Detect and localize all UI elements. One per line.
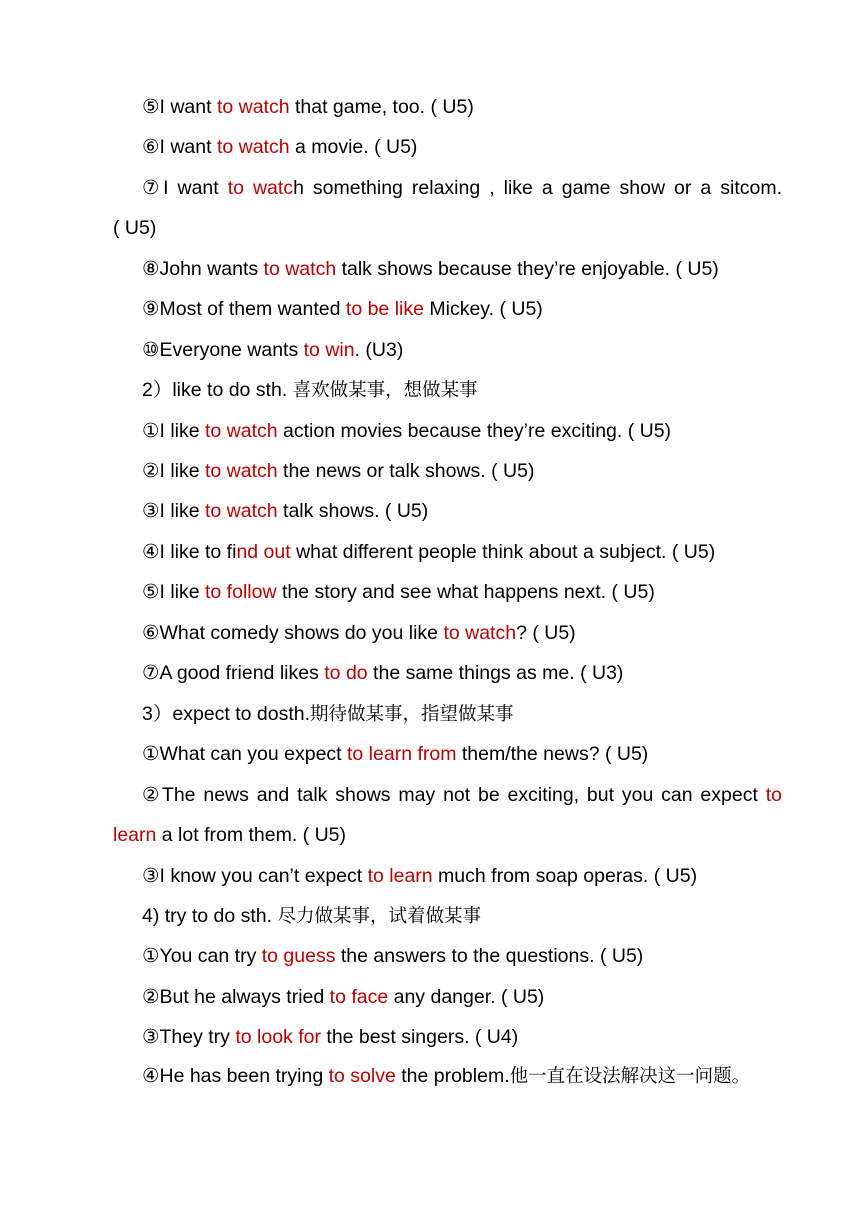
example-line (142, 499, 782, 523)
highlighted-phrase: nd out (236, 541, 291, 563)
sentence-text: ②I like (142, 460, 205, 482)
example-line (142, 540, 782, 564)
sentence-text: Mickey. ( U5) (423, 298, 543, 320)
chinese-gloss: 喜欢做某事，想做某事 (292, 380, 478, 401)
highlighted-phrase: to watch (443, 622, 517, 644)
example-line (142, 621, 782, 645)
sentence-text: ①I like (142, 420, 205, 442)
sentence-text: ⑦I want (142, 177, 228, 199)
section-heading (142, 904, 782, 929)
highlighted-phrase: to be like (345, 298, 424, 320)
highlighted-phrase: to win (303, 339, 355, 361)
example-line (142, 864, 782, 888)
highlighted-phrase: to (765, 784, 782, 806)
example-line (142, 459, 782, 483)
sentence-text: ⑤I like (142, 581, 205, 603)
highlighted-phrase: learn (113, 824, 157, 846)
sentence-text: ①You can try (142, 945, 262, 967)
highlighted-phrase: to learn (367, 865, 433, 887)
sentence-text: ④I like to fi (142, 541, 237, 563)
sentence-text: the answers to the questions. ( U5) (335, 945, 644, 967)
sentence-text: talk shows because they’re enjoyable. ( U5) (336, 258, 719, 280)
sentence-text: action movies because they’re exciting. ( U5) (277, 420, 672, 442)
example-line (142, 661, 782, 685)
example-line (142, 742, 782, 766)
sentence-text: ⑦A good friend likes (142, 662, 325, 684)
section-heading (142, 702, 782, 727)
sentence-text: 4) try to do sth. (142, 905, 278, 927)
highlighted-phrase: to face (329, 986, 389, 1008)
example-line (142, 297, 782, 321)
highlighted-phrase: to solve (328, 1065, 396, 1087)
sentence-text: ⑩Everyone wants (142, 339, 304, 361)
sentence-text: what different people think about a subject. ( U5) (290, 541, 716, 563)
sentence-text: them/the news? ( U5) (456, 743, 649, 765)
sentence-text: ②The news and talk shows may not be exciting, but you can expect (142, 784, 766, 806)
highlighted-phrase: to watch (263, 258, 337, 280)
chinese-gloss: 尽力做某事，试着做某事 (277, 906, 481, 927)
chinese-gloss: 期待做某事，指望做某事 (310, 704, 514, 725)
example-line (142, 1064, 782, 1089)
sentence-text: h something relaxing , like a game show or a sitcom. (293, 177, 783, 199)
highlighted-phrase: to watch (216, 136, 290, 158)
chinese-gloss: 他一直在设法解决这一问题。 (509, 1066, 751, 1087)
highlighted-phrase: to do (324, 662, 368, 684)
sentence-text: ? ( U5) (516, 622, 576, 644)
sentence-text: ③They try (142, 1026, 236, 1048)
sentence-text: much from soap operas. ( U5) (432, 865, 698, 887)
sentence-text: ⑥I want (142, 136, 217, 158)
section-heading (142, 378, 782, 403)
sentence-text: ③I like (142, 500, 205, 522)
example-line (142, 580, 782, 604)
example-line (142, 783, 782, 807)
sentence-text: the problem. (395, 1065, 510, 1087)
sentence-text: ( U5) (113, 217, 157, 239)
sentence-text: ①What can you expect (142, 743, 347, 765)
sentence-text: ⑥What comedy shows do you like (142, 622, 444, 644)
highlighted-phrase: to watch (205, 420, 278, 442)
sentence-text: . (U3) (354, 339, 404, 361)
highlighted-phrase: to follow (205, 581, 277, 603)
highlighted-phrase: to watch (216, 96, 290, 118)
example-line (142, 135, 782, 159)
example-line (142, 257, 782, 281)
sentence-text: the same things as me. ( U3) (367, 662, 624, 684)
sentence-text: a movie. ( U5) (289, 136, 418, 158)
sentence-text: ④He has been trying (142, 1065, 329, 1087)
example-line-continuation (113, 823, 783, 847)
example-line (142, 176, 782, 200)
example-line (142, 95, 782, 119)
sentence-text: that game, too. ( U5) (289, 96, 474, 118)
sentence-text: the best singers. ( U4) (320, 1026, 519, 1048)
highlighted-phrase: to learn from (347, 743, 457, 765)
sentence-text: a lot from them. ( U5) (156, 824, 347, 846)
sentence-text: any danger. ( U5) (388, 986, 545, 1008)
sentence-text: ⑨Most of them wanted (142, 298, 346, 320)
example-line (142, 944, 782, 968)
sentence-text: talk shows. ( U5) (277, 500, 429, 522)
sentence-text: ⑧John wants (142, 258, 264, 280)
sentence-text: ⑤I want (142, 96, 217, 118)
sentence-text: the news or talk shows. ( U5) (277, 460, 535, 482)
sentence-text: ②But he always tried (142, 986, 330, 1008)
sentence-text: 2）like to do sth. (142, 379, 293, 401)
highlighted-phrase: to watch (205, 460, 278, 482)
example-line (142, 338, 782, 362)
highlighted-phrase: to watc (227, 177, 294, 199)
sentence-text: ③I know you can’t expect (142, 865, 368, 887)
highlighted-phrase: to watch (205, 500, 278, 522)
highlighted-phrase: to guess (261, 945, 336, 967)
example-line-continuation (113, 216, 783, 240)
sentence-text: 3）expect to dosth. (142, 703, 311, 725)
example-line (142, 419, 782, 443)
sentence-text: the story and see what happens next. ( U5) (276, 581, 655, 603)
highlighted-phrase: to look for (235, 1026, 321, 1048)
example-line (142, 1025, 782, 1049)
example-line (142, 985, 782, 1009)
